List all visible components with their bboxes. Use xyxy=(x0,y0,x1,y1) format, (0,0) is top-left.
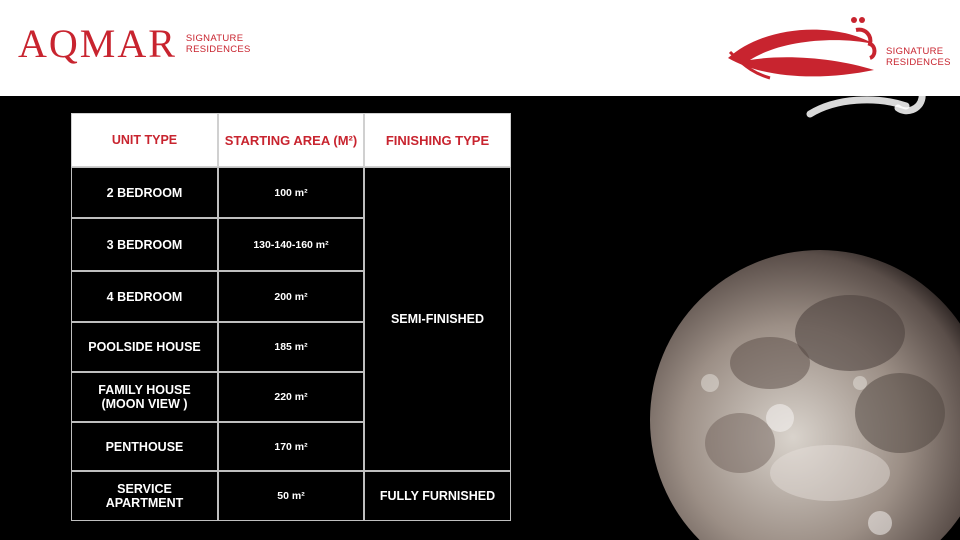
area-cell: 100 m² xyxy=(218,167,364,218)
aqmar-logo xyxy=(18,21,251,66)
unit-type-cell: POOLSIDE HOUSE xyxy=(71,322,218,372)
brand-name: AQMAR xyxy=(18,21,177,66)
finishing-fully-furnished: FULLY FURNISHED xyxy=(364,471,511,521)
unit-type-cell: SERVICE APARTMENT xyxy=(71,471,218,521)
unit-type-cell: 2 BEDROOM xyxy=(71,167,218,218)
area-cell: 170 m² xyxy=(218,422,364,471)
unit-type-cell: PENTHOUSE xyxy=(71,422,218,471)
right-tagline-line1: SIGNATURE xyxy=(886,46,944,57)
finishing-semi-finished: SEMI-FINISHED xyxy=(364,167,511,471)
header-finishing-type: FINISHING TYPE xyxy=(364,113,511,167)
full-moon-image xyxy=(650,243,960,540)
area-cell: 185 m² xyxy=(218,322,364,372)
brand-tagline xyxy=(186,33,251,55)
unit-type-cell: 3 BEDROOM xyxy=(71,218,218,271)
unit-types-table xyxy=(71,113,511,521)
brand-tagline-line1: SIGNATURE xyxy=(185,33,244,44)
unit-type-cell: FAMILY HOUSE (MOON VIEW ) xyxy=(71,372,218,422)
header-unit-type: UNIT TYPE xyxy=(71,113,218,167)
brand-tagline-line2: RESIDENCES xyxy=(185,44,251,55)
header-starting-area: STARTING AREA (M²) xyxy=(218,113,364,167)
area-cell: 220 m² xyxy=(218,372,364,422)
right-tagline-line2: RESIDENCES xyxy=(886,57,951,68)
area-cell: 200 m² xyxy=(218,271,364,322)
area-cell: 130-140-160 m² xyxy=(218,218,364,271)
unit-type-cell: 4 BEDROOM xyxy=(71,271,218,322)
area-cell: 50 m² xyxy=(218,471,364,521)
watermark-logo-icon xyxy=(806,64,936,124)
